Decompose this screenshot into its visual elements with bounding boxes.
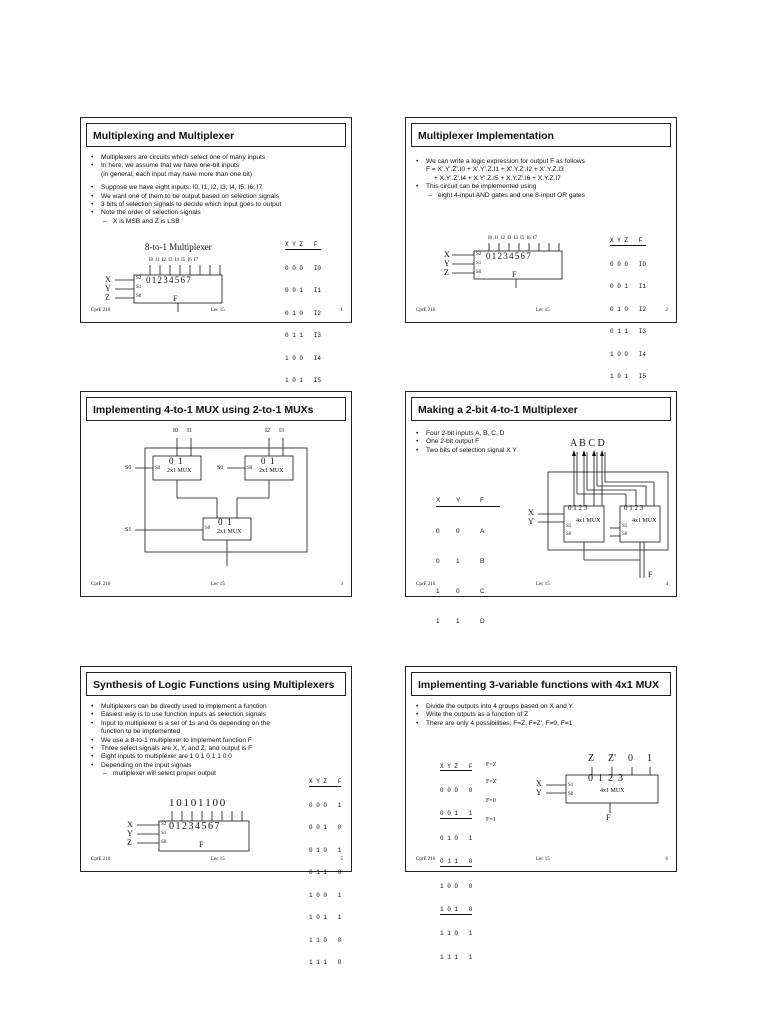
slide-4 (405, 391, 677, 625)
table-row: 0 1 1 0 (309, 869, 342, 876)
bullet: • 3 bits of selection signals to decide which input goes to output (91, 201, 345, 209)
footer-page-number: 2 (665, 308, 668, 313)
select-x: X (444, 250, 450, 259)
footer-course: CprE 210 (91, 582, 111, 587)
pin-s0: S0 (568, 792, 574, 797)
select-y: Y (528, 517, 534, 526)
select-x: X (127, 820, 133, 829)
table-row: 1 0 0 0 (440, 882, 473, 890)
footer-page-number: 5 (340, 857, 343, 862)
bullet: • Eight inputs to multiplexer are 1 0 1 0 1 1 0 0 (91, 753, 345, 761)
select-x: X (105, 275, 111, 284)
mux-8to1-diagram (101, 238, 241, 313)
pin-s2: S2 (136, 276, 142, 281)
table-row: 0 1 0 1 (309, 846, 342, 854)
input-i0: I0 (173, 428, 178, 434)
output-f: F (512, 270, 517, 279)
mux-input-0: 0 (628, 753, 633, 764)
footer-page-number: 3 (340, 582, 343, 587)
mux-label: 8-to-1 Multiplexer (145, 242, 212, 252)
mux-digits: 0 1 2 3 4 5 6 7 (169, 821, 220, 832)
bullet: • Three select signals are X, Y, and Z, and output is F (91, 745, 345, 753)
bullet: • Note the order of selection signals (91, 209, 345, 217)
mux-left-pin-s0: S0 (155, 466, 161, 471)
select-z: Z (105, 293, 110, 302)
select-y: Y (105, 284, 111, 293)
footer-lecture: Lec 15 (211, 857, 225, 862)
pin-s1: S1 (136, 285, 142, 290)
table-row: 1 1 1 0 (309, 959, 342, 966)
bullet: • Two bits of selection signal X Y (416, 447, 670, 455)
mux-digits: 0 1 2 3 (588, 773, 623, 784)
select-y: Y (536, 788, 542, 797)
footer-page-number: 4 (665, 582, 668, 587)
inputs-abcd: A B C D (570, 438, 605, 449)
table-row: 0 0 0 1 (309, 801, 342, 809)
mux-a-digits: 0 1 2 3 (568, 504, 588, 512)
table-row: 1 0 1 1 (309, 914, 342, 921)
mux-tree-wires (81, 426, 351, 576)
bullet-continuation: (in general, each input may have more than one bit) (101, 170, 253, 178)
slide-1 (80, 117, 352, 384)
signal-s1: S1 (125, 527, 132, 533)
table-row: 0 1 1 I3 (610, 328, 647, 335)
select-z: Z (444, 268, 449, 277)
footer-course: CprE 210 (416, 857, 436, 862)
slide-footer (416, 305, 668, 316)
mux-input-z-prime: Z' (608, 753, 616, 764)
mux-input-z: Z (588, 753, 595, 764)
truth-table-header: X Y Z F (285, 241, 321, 250)
table-row: 0 1 1 0 (440, 858, 473, 866)
pin-s2: S2 (476, 252, 482, 257)
bullet: • This circuit can be implemented using (416, 183, 670, 191)
footer-lecture: Lec 15 (536, 857, 550, 862)
mux-b-pin-s1: S1 (622, 524, 628, 529)
table-row: 1 0 C (436, 588, 485, 595)
footer-lecture: Lec 15 (211, 582, 225, 587)
mux-bottom-label: 2x1 MUX (217, 529, 242, 535)
mux-bottom-pins: 0 1 (218, 517, 232, 527)
table-row: 1 0 0 1 (309, 891, 342, 899)
slide-5 (80, 666, 352, 966)
pin-s2: S2 (161, 822, 167, 827)
bullet: • In here, we assume that we have one-bit inputs (91, 162, 345, 170)
truth-table (309, 763, 341, 982)
group-label-3: F=0 (486, 798, 496, 804)
bullet: • Divide the outputs into 4 groups based on X and Y. (416, 703, 670, 711)
col-x: X (436, 497, 441, 504)
bullet: • We want one of them to be output based on selection signals (91, 193, 345, 201)
table-row: 0 0 1 I1 (285, 287, 322, 294)
slide-bullets (416, 158, 670, 200)
footer-course: CprE 210 (416, 308, 436, 313)
mux-left-label: 2x1 MUX (167, 468, 192, 474)
mux-wires (434, 228, 574, 303)
mux-wires (526, 751, 666, 831)
bullet: • Multiplexers are circuits which select one of many inputs (91, 154, 345, 162)
slide-footer (416, 857, 668, 865)
bullet: • Suppose we have eight inputs: I0, I1, I2, I3, I4, I5, I6, I7 (91, 184, 345, 192)
group-label-1: F=Z (486, 762, 497, 768)
slide-title: Implementing 3-variable functions with 4x1 MUX (411, 672, 671, 696)
bullet: • One 2-bit output F (416, 438, 670, 446)
mux-a-label: 4x1 MUX (576, 518, 601, 524)
table-row: 0 1 1 I3 (285, 332, 322, 339)
sub-bullet: – multiplexer will select proper output (91, 770, 345, 778)
two-bit-mux-wires (524, 436, 674, 584)
expression-line-1: F = X'.Y'.Z'.I0 + X'.Y'.Z.I1 + X'.Y.Z'.I2 + X'.Y.Z.I3 (426, 166, 564, 174)
col-y: Y (456, 497, 461, 504)
bullet: • Easiest way is to use function inputs as selection signals (91, 711, 345, 719)
table-row: 1 1 0 0 (309, 936, 342, 944)
table-row: 0 0 1 I1 (610, 283, 647, 290)
slide-2 (405, 117, 677, 380)
input-i1: I1 (187, 428, 192, 434)
slide-bullets (416, 703, 670, 728)
bullet: • Depending on the input signals (91, 762, 345, 770)
pin-s1: S1 (161, 831, 167, 836)
footer-page-number: 1 (340, 308, 343, 313)
expression-line-2: + X.Y'.Z'.I4 + X.Y'.Z.I5 + X.Y.Z'.I6 + X.Y.Z.I7 (434, 174, 561, 182)
bullet: • There are only 4 possibilities: F=Z, F=Z', F=0, F=1 (416, 720, 670, 728)
footer-lecture: Lec 15 (536, 582, 550, 587)
truth-table-header (436, 496, 500, 507)
footer-page-number: 6 (665, 857, 668, 862)
truth-table-header: X Y Z F (610, 237, 646, 246)
bullet: • Write the outputs as a function of Z (416, 711, 670, 719)
slide-footer (91, 582, 343, 590)
table-row: 1 1 0 1 (440, 930, 473, 938)
truth-table (436, 476, 500, 647)
table-row: 1 1 D (436, 618, 485, 625)
select-y: Y (127, 829, 133, 838)
table-row: 0 0 A (436, 528, 485, 535)
table-row: 0 0 1 0 (309, 824, 342, 831)
table-row: 1 0 0 I4 (610, 350, 647, 358)
table-row: 0 1 0 1 (440, 834, 473, 842)
mux-4to1-diagram (526, 751, 666, 831)
slide-footer (91, 857, 343, 865)
table-row: 1 0 1 I5 (610, 373, 647, 380)
mux-a-pin-s1: S1 (566, 524, 572, 529)
slide-title: Multiplexer Implementation (411, 123, 671, 147)
pin-s1: S1 (568, 783, 574, 788)
table-row: 1 0 1 I5 (285, 377, 322, 384)
mux-bottom-pin-s0: S0 (205, 526, 211, 531)
select-x: X (536, 779, 542, 788)
mux-tree-diagram (81, 426, 351, 576)
table-row: 0 0 0 0 (440, 786, 473, 794)
sub-bullet: – X is MSB and Z is LSB (91, 218, 345, 226)
table-row: 1 0 1 0 (440, 905, 473, 913)
mux-b-pin-s0: S0 (622, 532, 628, 537)
mux-a-pin-s0: S0 (566, 532, 572, 537)
slide-title: Making a 2-bit 4-to-1 Multiplexer (411, 397, 671, 421)
group-label-4: F=1 (486, 817, 496, 823)
slide-3 (80, 391, 352, 597)
mux-right-label: 2x1 MUX (259, 468, 284, 474)
mux-digits: 0 1 2 3 4 5 6 7 (146, 275, 191, 285)
table-row: 1 0 0 I4 (285, 354, 322, 362)
bullet: • Four 2-bit inputs A, B, C, D (416, 430, 670, 438)
mux-b-label: 4x1 MUX (632, 518, 657, 524)
mux-8to1-diagram (434, 228, 574, 303)
table-row: 0 1 B (436, 558, 485, 565)
mux-right-pin-s0: S0 (247, 466, 253, 471)
footer-course: CprE 210 (416, 582, 436, 587)
signal-s0-left: S0 (125, 465, 132, 471)
footer-course: CprE 210 (91, 308, 111, 313)
pin-s0: S0 (136, 294, 142, 299)
table-row: 1 1 1 1 (440, 953, 473, 961)
mux-left-pins: 0 1 (169, 456, 183, 466)
output-f: F (173, 294, 178, 303)
mux-label: 4x1 MUX (600, 788, 625, 794)
truth-table-header: X Y Z F (440, 762, 473, 770)
input-i3: I3 (279, 428, 284, 434)
select-x: X (528, 508, 534, 517)
select-y: Y (444, 259, 450, 268)
select-z: Z (127, 838, 132, 847)
mux-right-pins: 0 1 (261, 456, 275, 466)
bullet: • Multiplexers can be directly used to implement a function (91, 703, 345, 711)
slide-title: Implementing 4-to-1 MUX using 2-to-1 MUXs (86, 397, 346, 421)
mux-input-bits: 1 0 1 0 1 1 0 0 (169, 797, 226, 809)
footer-course: CprE 210 (91, 857, 111, 862)
mux-inputs: I0 I1 I2 I3 I4 I5 I6 I7 (488, 236, 538, 241)
pin-s0: S0 (476, 270, 482, 275)
mux-inputs: I0 I1 I2 I3 I4 I5 I6 I7 (149, 258, 199, 263)
signal-s0-right: S0 (217, 465, 224, 471)
output-f: F (199, 840, 204, 849)
slide-title: Multiplexing and Multiplexer (86, 123, 346, 147)
group-label-2: F=Z' (486, 779, 498, 785)
input-i2: I2 (265, 428, 270, 434)
bullet: • We use a 8-to-1 multiplexer to implement function F (91, 737, 345, 745)
table-row: 0 0 0 I0 (285, 264, 322, 272)
footer-lecture: Lec 15 (211, 308, 225, 313)
slide-bullets (91, 703, 345, 779)
table-row: 0 0 0 I0 (610, 260, 647, 268)
slide-bullets (91, 154, 345, 226)
output-f: F (606, 813, 611, 822)
col-f: F (480, 497, 484, 504)
output-f: F (648, 570, 653, 579)
bullet-continuation: function to be implemented (101, 728, 181, 736)
sub-bullet: – eight 4-input AND gates and one 8-input OR gates (416, 192, 670, 200)
function-mux-diagram (121, 795, 261, 859)
bullet: • We can write a logic expression for output F as follows (416, 158, 670, 166)
slide-footer (416, 582, 668, 590)
table-row: 0 1 0 I2 (285, 309, 322, 317)
bullet: • Input to multiplexer is a set of 1s and 0s depending on the (91, 720, 345, 728)
table-row: 0 1 0 I2 (610, 305, 647, 313)
mux-input-1: 1 (647, 753, 652, 764)
mux-digits: 0 1 2 3 4 5 6 7 (486, 251, 531, 261)
slide-6 (405, 666, 677, 961)
slide-footer (91, 308, 343, 316)
table-row: 0 0 1 1 (440, 810, 473, 818)
truth-table-header: X Y Z F (309, 778, 342, 785)
footer-lecture: Lec 15 (536, 308, 550, 313)
mux-b-digits: 0 1 2 3 (624, 504, 644, 512)
pin-s1: S1 (476, 261, 482, 266)
pin-s0: S0 (161, 840, 167, 845)
two-bit-mux-diagram (524, 436, 674, 584)
slide-title: Synthesis of Logic Functions using Multiplexers (86, 672, 346, 696)
